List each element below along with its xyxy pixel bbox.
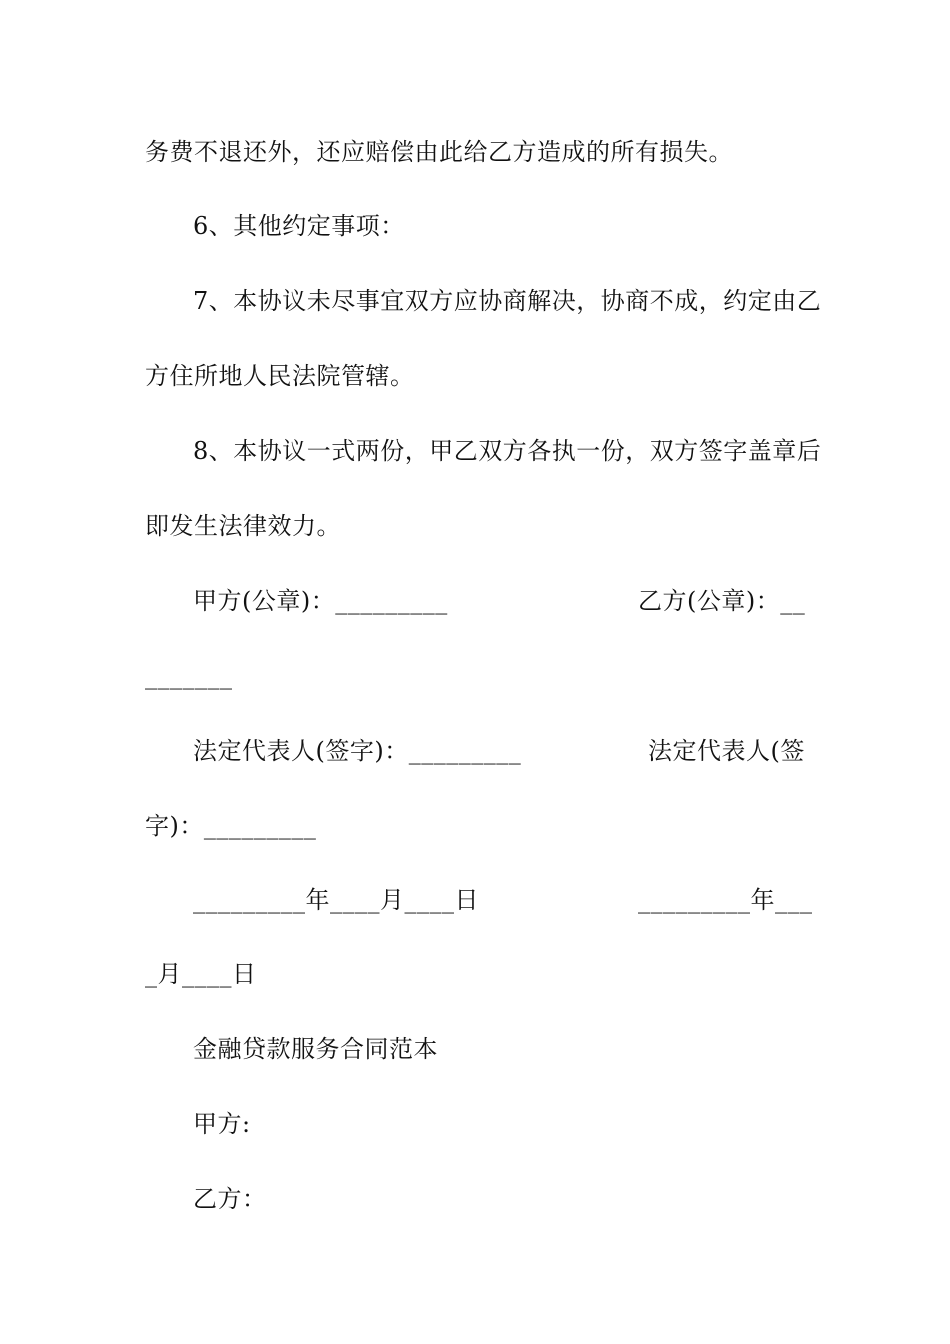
contract-title: 金融贷款服务合同范本 — [193, 1035, 438, 1063]
clause-8-continued: 即发生法律效力。 — [145, 512, 341, 540]
party-a-date: _________年____月____日 — [193, 886, 479, 914]
party-b-date-continued: _月____日 — [145, 960, 257, 988]
party-b-seal: 乙方(公章)：__ — [638, 587, 806, 615]
paragraph-line: 务费不退还外，还应赔偿由此给乙方造成的所有损失。 — [145, 138, 733, 166]
party-a-representative: 法定代表人(签字)：_________ — [193, 737, 522, 765]
clause-6: 6、其他约定事项： — [193, 212, 405, 240]
party-a-label: 甲方: — [193, 1110, 251, 1138]
clause-7-continued: 方住所地人民法院管辖。 — [145, 362, 415, 390]
clause-7: 7、本协议未尽事宜双方应协商解决，协商不成，约定由乙 — [193, 287, 822, 315]
party-b-representative-continued: 字)：_________ — [145, 812, 317, 840]
party-b-label: 乙方： — [193, 1185, 267, 1213]
party-b-representative: 法定代表人(签 — [648, 737, 805, 765]
party-b-date: _________年___ — [638, 886, 813, 914]
clause-8: 8、本协议一式两份，甲乙双方各执一份，双方签字盖章后 — [193, 437, 822, 465]
party-a-seal: 甲方(公章)：_________ — [193, 587, 448, 615]
party-b-seal-continued: _______ — [145, 662, 233, 690]
